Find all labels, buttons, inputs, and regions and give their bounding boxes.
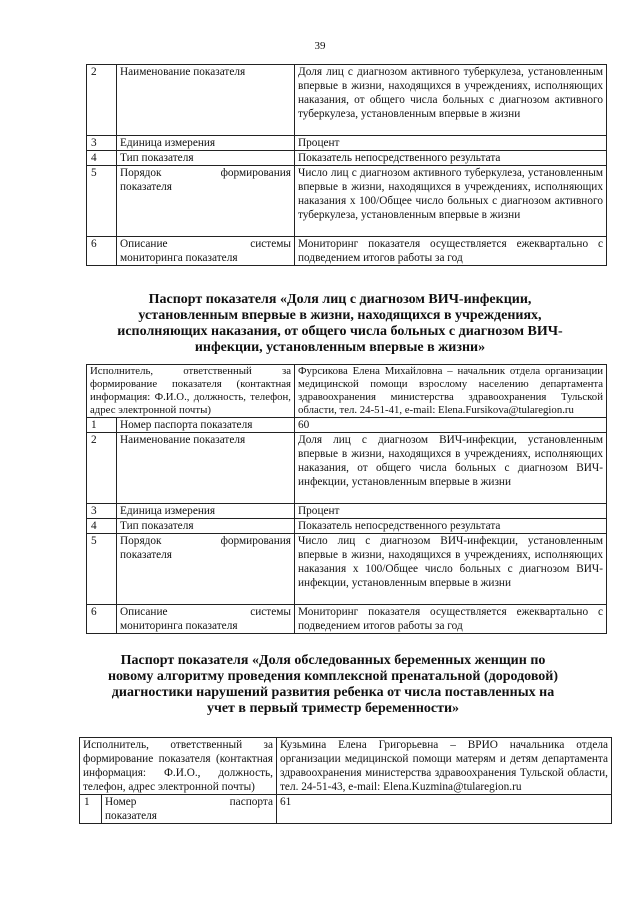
label-word: паспорта <box>229 796 273 808</box>
section-heading-60: Паспорт показателя «Доля лиц с диагнозом ВИЧ-инфекции, установленным впервые в жизни, находящихся в учреждениях, исполняющих наказания, от общего числа больных с диагнозом ВИЧ-инфекции, установленным впервые в жизни» <box>117 292 563 355</box>
row-label: Единица измерения <box>117 136 295 151</box>
row-number: 4 <box>87 519 117 534</box>
table-row <box>87 365 607 418</box>
row-value: Процент <box>295 136 607 151</box>
row-label: Наименование показателя <box>117 433 295 504</box>
row-number: 2 <box>87 65 117 136</box>
table-row <box>87 519 607 534</box>
row-number: 6 <box>87 605 117 634</box>
table-row <box>80 738 612 795</box>
label-line: показателя <box>105 810 157 822</box>
table-row <box>87 504 607 519</box>
label-word: формирования <box>220 167 291 179</box>
indicator-table-60 <box>86 364 607 634</box>
row-value: 60 <box>295 418 607 433</box>
page-number: 39 <box>314 40 326 52</box>
table-row <box>87 418 607 433</box>
label-word: Описание <box>120 238 168 250</box>
table-row <box>87 151 607 166</box>
row-number: 5 <box>87 166 117 237</box>
label-word: Порядок <box>120 167 162 179</box>
executor-value: Кузьмина Елена Григорьевна – ВРИО начальника отдела организации медицинской помощи матерям и детям департамента здравоохранения министерства здравоохранения Тульской области, тел. 24-51-43, e-mail: Elena.Kuzmina@tularegion.ru <box>277 738 612 795</box>
row-value: Показатель непосредственного результата <box>295 151 607 166</box>
indicator-table-59 <box>86 64 607 266</box>
table-row <box>87 65 607 136</box>
label-word: формирования <box>220 535 291 547</box>
row-label <box>117 534 295 605</box>
row-value: 61 <box>277 795 612 824</box>
row-number: 3 <box>87 136 117 151</box>
label-line: мониторинга показателя <box>120 252 238 264</box>
label-line: показателя <box>120 549 172 561</box>
table-row <box>87 136 607 151</box>
row-label <box>117 237 295 266</box>
executor-label: Исполнитель, ответственный за формирование показателя (контактная информация: Ф.И.О., должность, телефон, адрес электронной почты) <box>87 365 295 418</box>
table-row <box>87 237 607 266</box>
row-value: Доля лиц с диагнозом ВИЧ-инфекции, установленным впервые в жизни, находящихся в учреждениях, исполняющих наказания, от общего числа больных с диагнозом ВИЧ-инфекции, установленным впервые в жизни <box>295 433 607 504</box>
row-label: Единица измерения <box>117 504 295 519</box>
row-number: 3 <box>87 504 117 519</box>
label-word: Номер <box>105 796 137 808</box>
table-row <box>87 166 607 237</box>
table-row <box>87 534 607 605</box>
row-value: Показатель непосредственного результата <box>295 519 607 534</box>
label-word: Порядок <box>120 535 162 547</box>
row-value: Доля лиц с диагнозом активного туберкулеза, установленным впервые в жизни, находящихся в учреждениях, исполняющих наказания, от общего числа больных с диагнозом активного туберкулеза, установленным впервые в жизни <box>295 65 607 136</box>
table-row <box>80 795 612 824</box>
row-label: Тип показателя <box>117 151 295 166</box>
row-number: 1 <box>87 418 117 433</box>
row-value: Мониторинг показателя осуществляется ежеквартально с подведением итогов работы за год <box>295 605 607 634</box>
label-line: показателя <box>120 181 172 193</box>
row-number: 6 <box>87 237 117 266</box>
label-word: Описание <box>120 606 168 618</box>
row-value: Процент <box>295 504 607 519</box>
executor-value: Фурсикова Елена Михайловна – начальник отдела организации медицинской помощи взрослому населению департамента здравоохранения министерства здравоохранения Тульской области, тел. 24-51-41, e-mail: Elena.Fursikova@tularegion.ru <box>295 365 607 418</box>
section-heading-61: Паспорт показателя «Доля обследованных беременных женщин по новому алгоритму проведения комплексной пренатальной (дородовой) диагностики нарушений развития ребенка от числа поставленных на учет в первый триместр беременности» <box>107 653 559 716</box>
row-label <box>102 795 277 824</box>
table-row <box>87 605 607 634</box>
row-label: Номер паспорта показателя <box>117 418 295 433</box>
row-number: 1 <box>80 795 102 824</box>
row-label <box>117 166 295 237</box>
row-label: Наименование показателя <box>117 65 295 136</box>
row-number: 5 <box>87 534 117 605</box>
label-word: системы <box>250 238 291 250</box>
indicator-table-61 <box>79 737 612 824</box>
row-label: Тип показателя <box>117 519 295 534</box>
row-label <box>117 605 295 634</box>
row-number: 4 <box>87 151 117 166</box>
label-word: системы <box>250 606 291 618</box>
row-number: 2 <box>87 433 117 504</box>
executor-label: Исполнитель, ответственный за формирование показателя (контактная информация: Ф.И.О., должность, телефон, адрес электронной почты) <box>80 738 277 795</box>
row-value: Число лиц с диагнозом активного туберкулеза, установленным впервые в жизни, находящихся в учреждениях, исполняющих наказания x 100/Общее число больных с диагнозом активного туберкулеза, установленным впервые в жизни <box>295 166 607 237</box>
row-value: Мониторинг показателя осуществляется ежеквартально с подведением итогов работы за год <box>295 237 607 266</box>
table-row <box>87 433 607 504</box>
row-value: Число лиц с диагнозом ВИЧ-инфекции, установленным впервые в жизни, находящихся в учреждениях, исполняющих наказания x 100/Общее число больных с диагнозом ВИЧ-инфекции, установленным впервые в жизни <box>295 534 607 605</box>
label-line: мониторинга показателя <box>120 620 238 632</box>
